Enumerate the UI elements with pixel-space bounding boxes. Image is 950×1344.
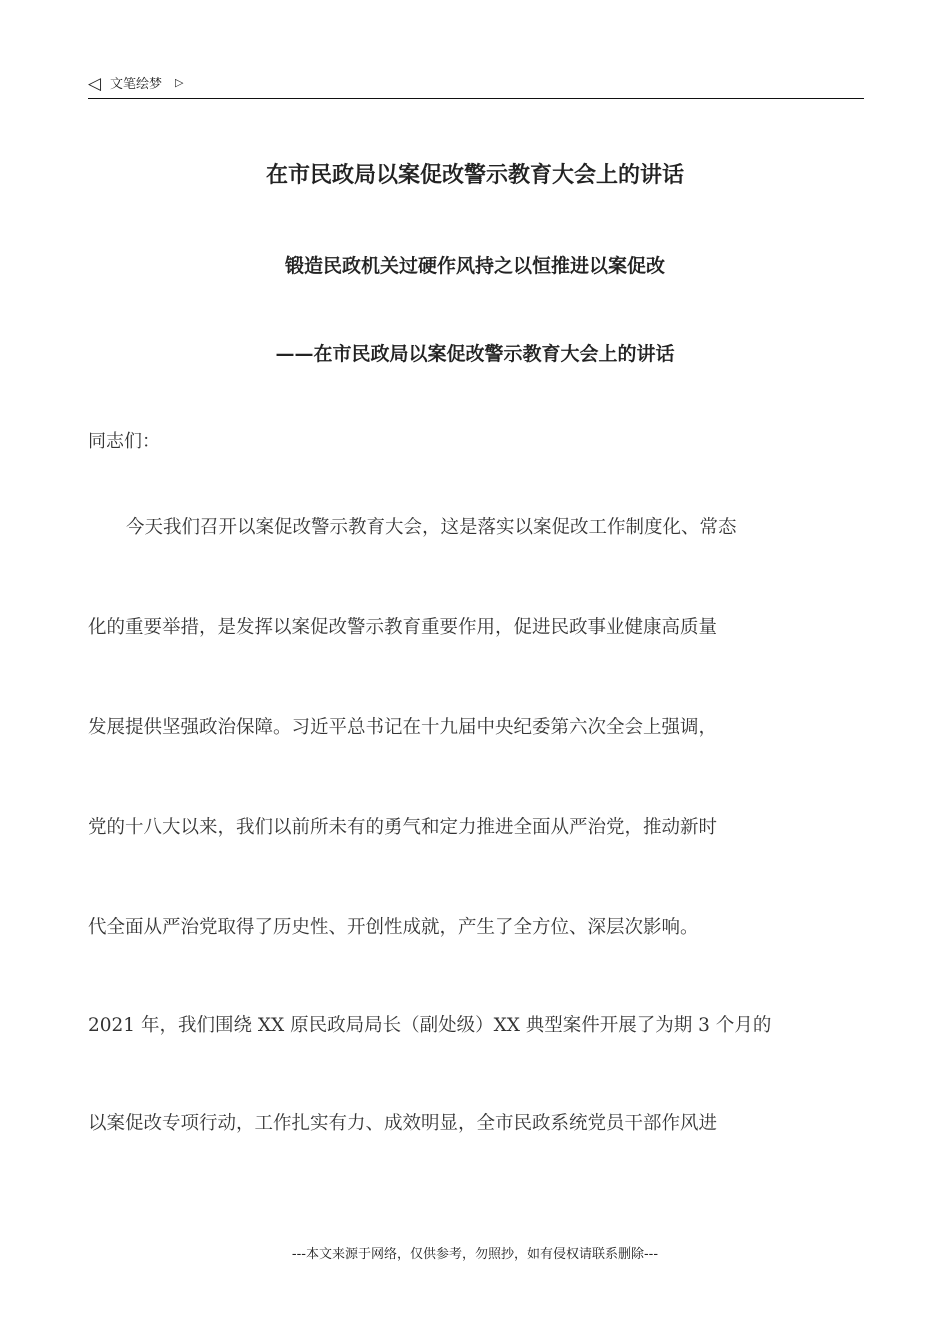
page-header xyxy=(88,72,864,99)
paragraph-line-2: 化的重要举措，是发挥以案促改警示教育重要作用，促进民政事业健康高质量 xyxy=(88,617,718,638)
document-subtitle-secondary: ——在市民政局以案促改警示教育大会上的讲话 xyxy=(275,343,675,365)
paragraph-line-4: 党的十八大以来，我们以前所未有的勇气和定力推进全面从严治党，推动新时 xyxy=(88,817,718,838)
paragraph-line-6: 2021 年，我们围绕 XX 原民政局局长（副处级）XX 典型案件开展了为期 3 个月的 xyxy=(88,1015,772,1036)
document-title: 在市民政局以案促改警示教育大会上的讲话 xyxy=(265,162,684,188)
footer-disclaimer: ---本文来源于网络，仅供参考，勿照抄，如有侵权请联系删除--- xyxy=(291,1247,659,1262)
paragraph-line-5: 代全面从严治党取得了历史性、开创性成就，产生了全方位、深层次影响。 xyxy=(88,917,699,938)
paragraph-line-1: 今天我们召开以案促改警示教育大会，这是落实以案促改工作制度化、常态 xyxy=(126,517,737,538)
right-triangle-icon: ▷ xyxy=(175,76,184,89)
paragraph-line-3: 发展提供坚强政治保障。习近平总书记在十九届中央纪委第六次全会上强调， xyxy=(88,717,718,738)
paragraph-line-7: 以案促改专项行动，工作扎实有力、成效明显，全市民政系统党员干部作风进 xyxy=(88,1113,718,1134)
salutation: 同志们： xyxy=(88,431,160,452)
header-brand: 文笔绘梦 xyxy=(110,77,163,92)
document-subtitle: 锻造民政机关过硬作风持之以恒推进以案促改 xyxy=(284,255,665,277)
left-triangle-icon: ◁ xyxy=(88,74,102,94)
